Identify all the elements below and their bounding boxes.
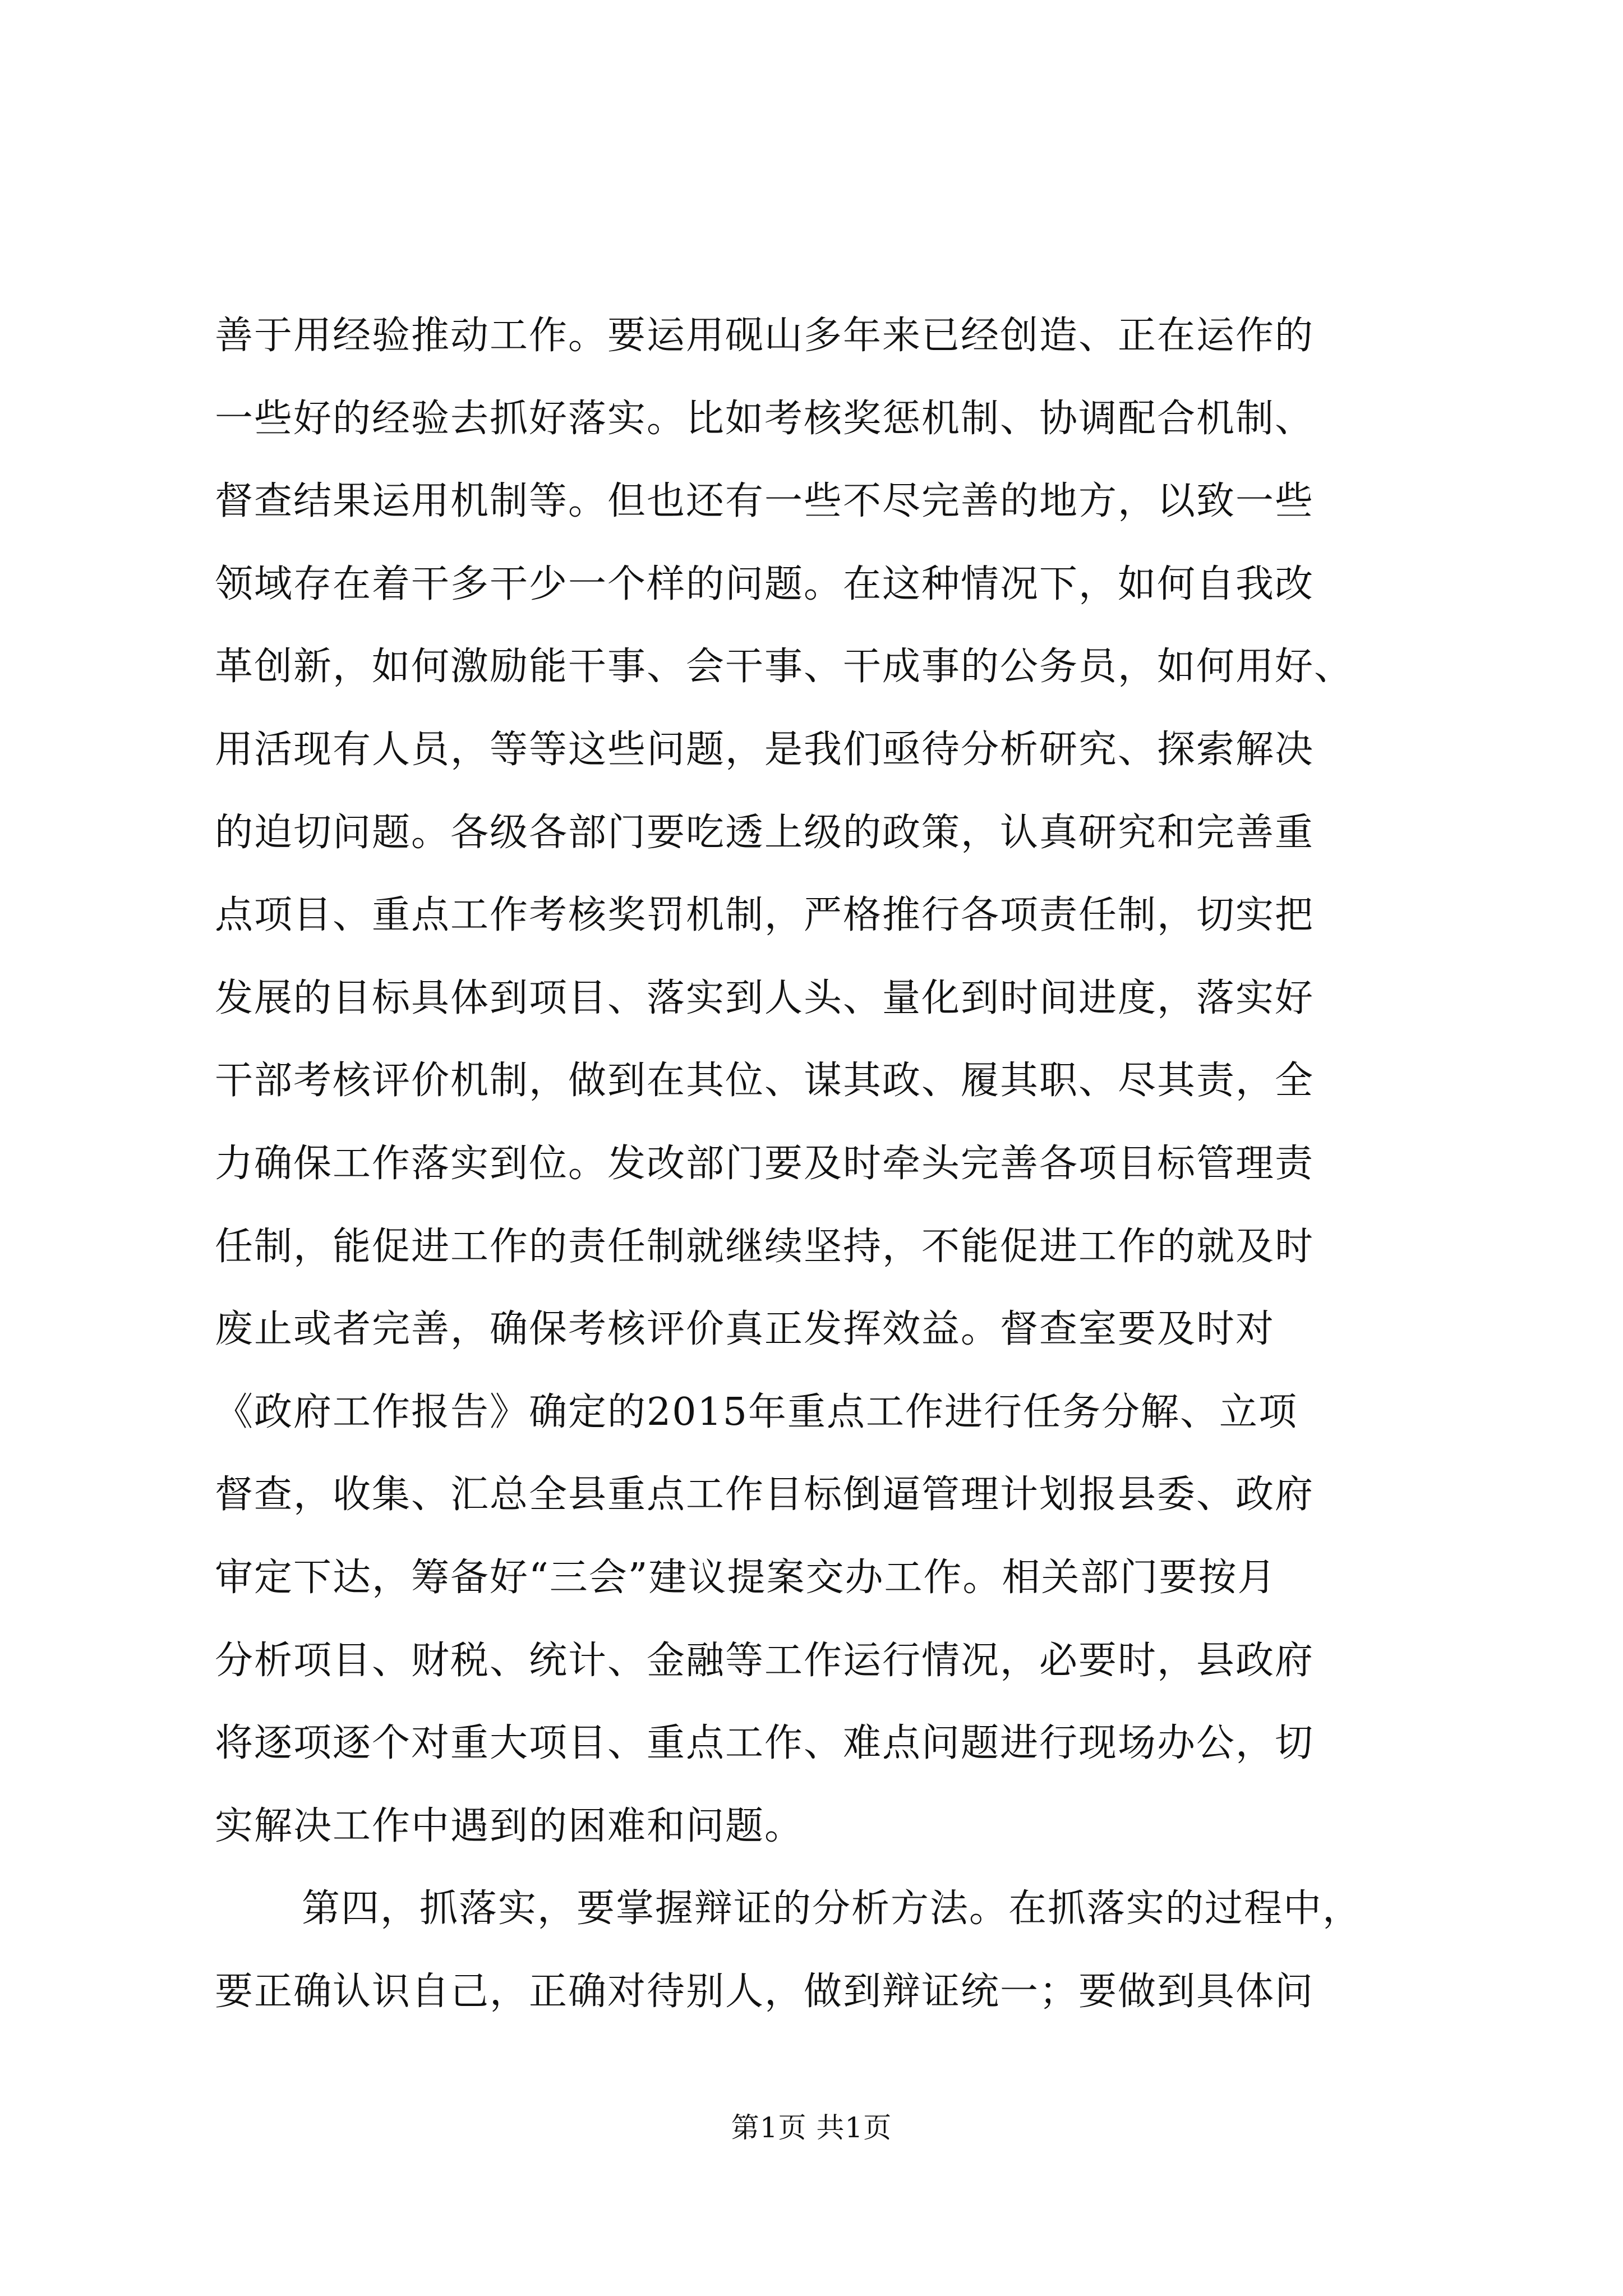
text-line: 督查结果运用机制等。但也还有一些不尽完善的地方，以致一些 xyxy=(215,479,1315,524)
text-line: 一些好的经验去抓好落实。比如考核奖惩机制、协调配合机制、 xyxy=(215,396,1315,441)
text-line: 废止或者完善，确保考核评价真正发挥效益。督查室要及时对 xyxy=(215,1307,1275,1352)
page-number-footer: 第1页 共1页 xyxy=(731,2111,892,2144)
text-line: 革创新，如何激励能干事、会干事、干成事的公务员，如何用好、 xyxy=(215,645,1354,689)
text-line: 要正确认识自己，正确对待别人，做到辩证统一；要做到具体问 xyxy=(215,1969,1315,2014)
text-line: 将逐项逐个对重大项目、重点工作、难点问题进行现场办公，切 xyxy=(215,1721,1315,1766)
text-line: 《政府工作报告》确定的2015年重点工作进行任务分解、立项 xyxy=(215,1389,1298,1434)
text-line: 发展的目标具体到项目、落实到人头、量化到时间进度，落实好 xyxy=(215,976,1315,1020)
text-line: 的迫切问题。各级各部门要吃透上级的政策，认真研究和完善重 xyxy=(215,810,1315,855)
text-line: 审定下达，筹备好“三会”建议提案交办工作。相关部门要按月 xyxy=(215,1555,1277,1600)
text-line: 用活现有人员，等等这些问题，是我们亟待分析研究、探索解决 xyxy=(215,727,1315,772)
text-line: 督查，收集、汇总全县重点工作目标倒逼管理计划报县委、政府 xyxy=(215,1473,1315,1517)
text-line: 领域存在着干多干少一个样的问题。在这种情况下，如何自我改 xyxy=(215,562,1315,606)
text-line: 力确保工作落实到位。发改部门要及时牵头完善各项目标管理责 xyxy=(215,1141,1315,1186)
text-line: 分析项目、财税、统计、金融等工作运行情况，必要时，县政府 xyxy=(215,1638,1315,1683)
text-line: 实解决工作中遇到的困难和问题。 xyxy=(215,1803,804,1848)
text-line: 干部考核评价机制，做到在其位、谋其政、履其职、尽其责，全 xyxy=(215,1059,1315,1103)
text-line: 任制，能促进工作的责任制就继续坚持，不能促进工作的就及时 xyxy=(215,1224,1315,1269)
paragraph-start-line: 第四，抓落实，要掌握辩证的分析方法。在抓落实的过程中， xyxy=(302,1887,1362,1931)
text-line: 点项目、重点工作考核奖罚机制，严格推行各项责任制，切实把 xyxy=(215,893,1315,938)
text-line: 善于用经验推动工作。要运用砚山多年来已经创造、正在运作的 xyxy=(215,314,1315,358)
body-text xyxy=(215,295,1415,2033)
